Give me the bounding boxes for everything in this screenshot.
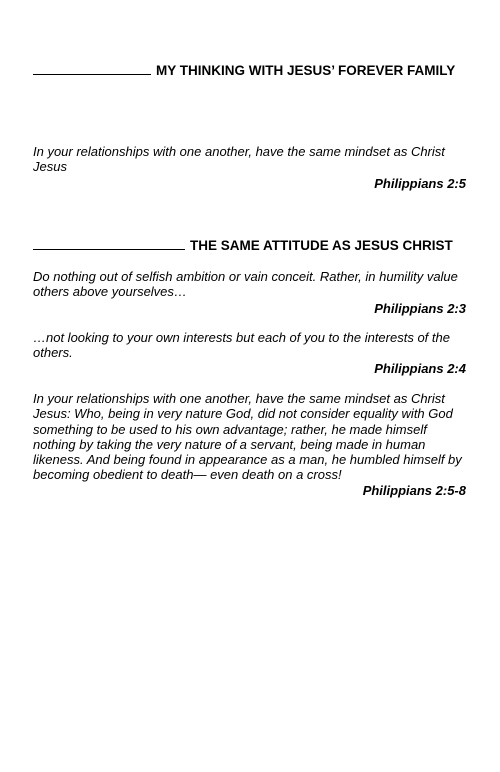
section-title: MY THINKING WITH JESUS’ FOREVER FAMILY <box>156 63 456 78</box>
fill-in-blank <box>33 62 151 75</box>
verse-text: Do nothing out of selfish ambition or vain conceit. Rather, in humility value others above yourselves… <box>33 269 458 300</box>
section-title: THE SAME ATTITUDE AS JESUS CHRIST <box>190 238 453 253</box>
verse-reference: Philippians 2:5-8 <box>362 483 466 498</box>
verse-reference: Philippians 2:4 <box>374 361 466 376</box>
verse-reference: Philippians 2:5 <box>374 176 466 191</box>
verse-text: In your relationships with one another, have the same mindset as Christ Jesus: Who, being in very nature God, did not consider equality with God something to be used to his own advantage; rather, he made himself nothing by taking the very nature of a servant, being made in human likeness. And being found in appearance as a man, he humbled himself by becoming obedient to death— even death on a cross! <box>33 391 462 483</box>
verse-text: …not looking to your own interests but each of you to the interests of the others. <box>33 330 450 361</box>
section-heading-same-attitude <box>33 237 453 254</box>
fill-in-blank <box>33 237 185 250</box>
verse-text: In your relationships with one another, have the same mindset as Christ Jesus <box>33 144 445 175</box>
verse-reference: Philippians 2:3 <box>374 301 466 316</box>
section-heading-forever-family <box>33 62 455 79</box>
